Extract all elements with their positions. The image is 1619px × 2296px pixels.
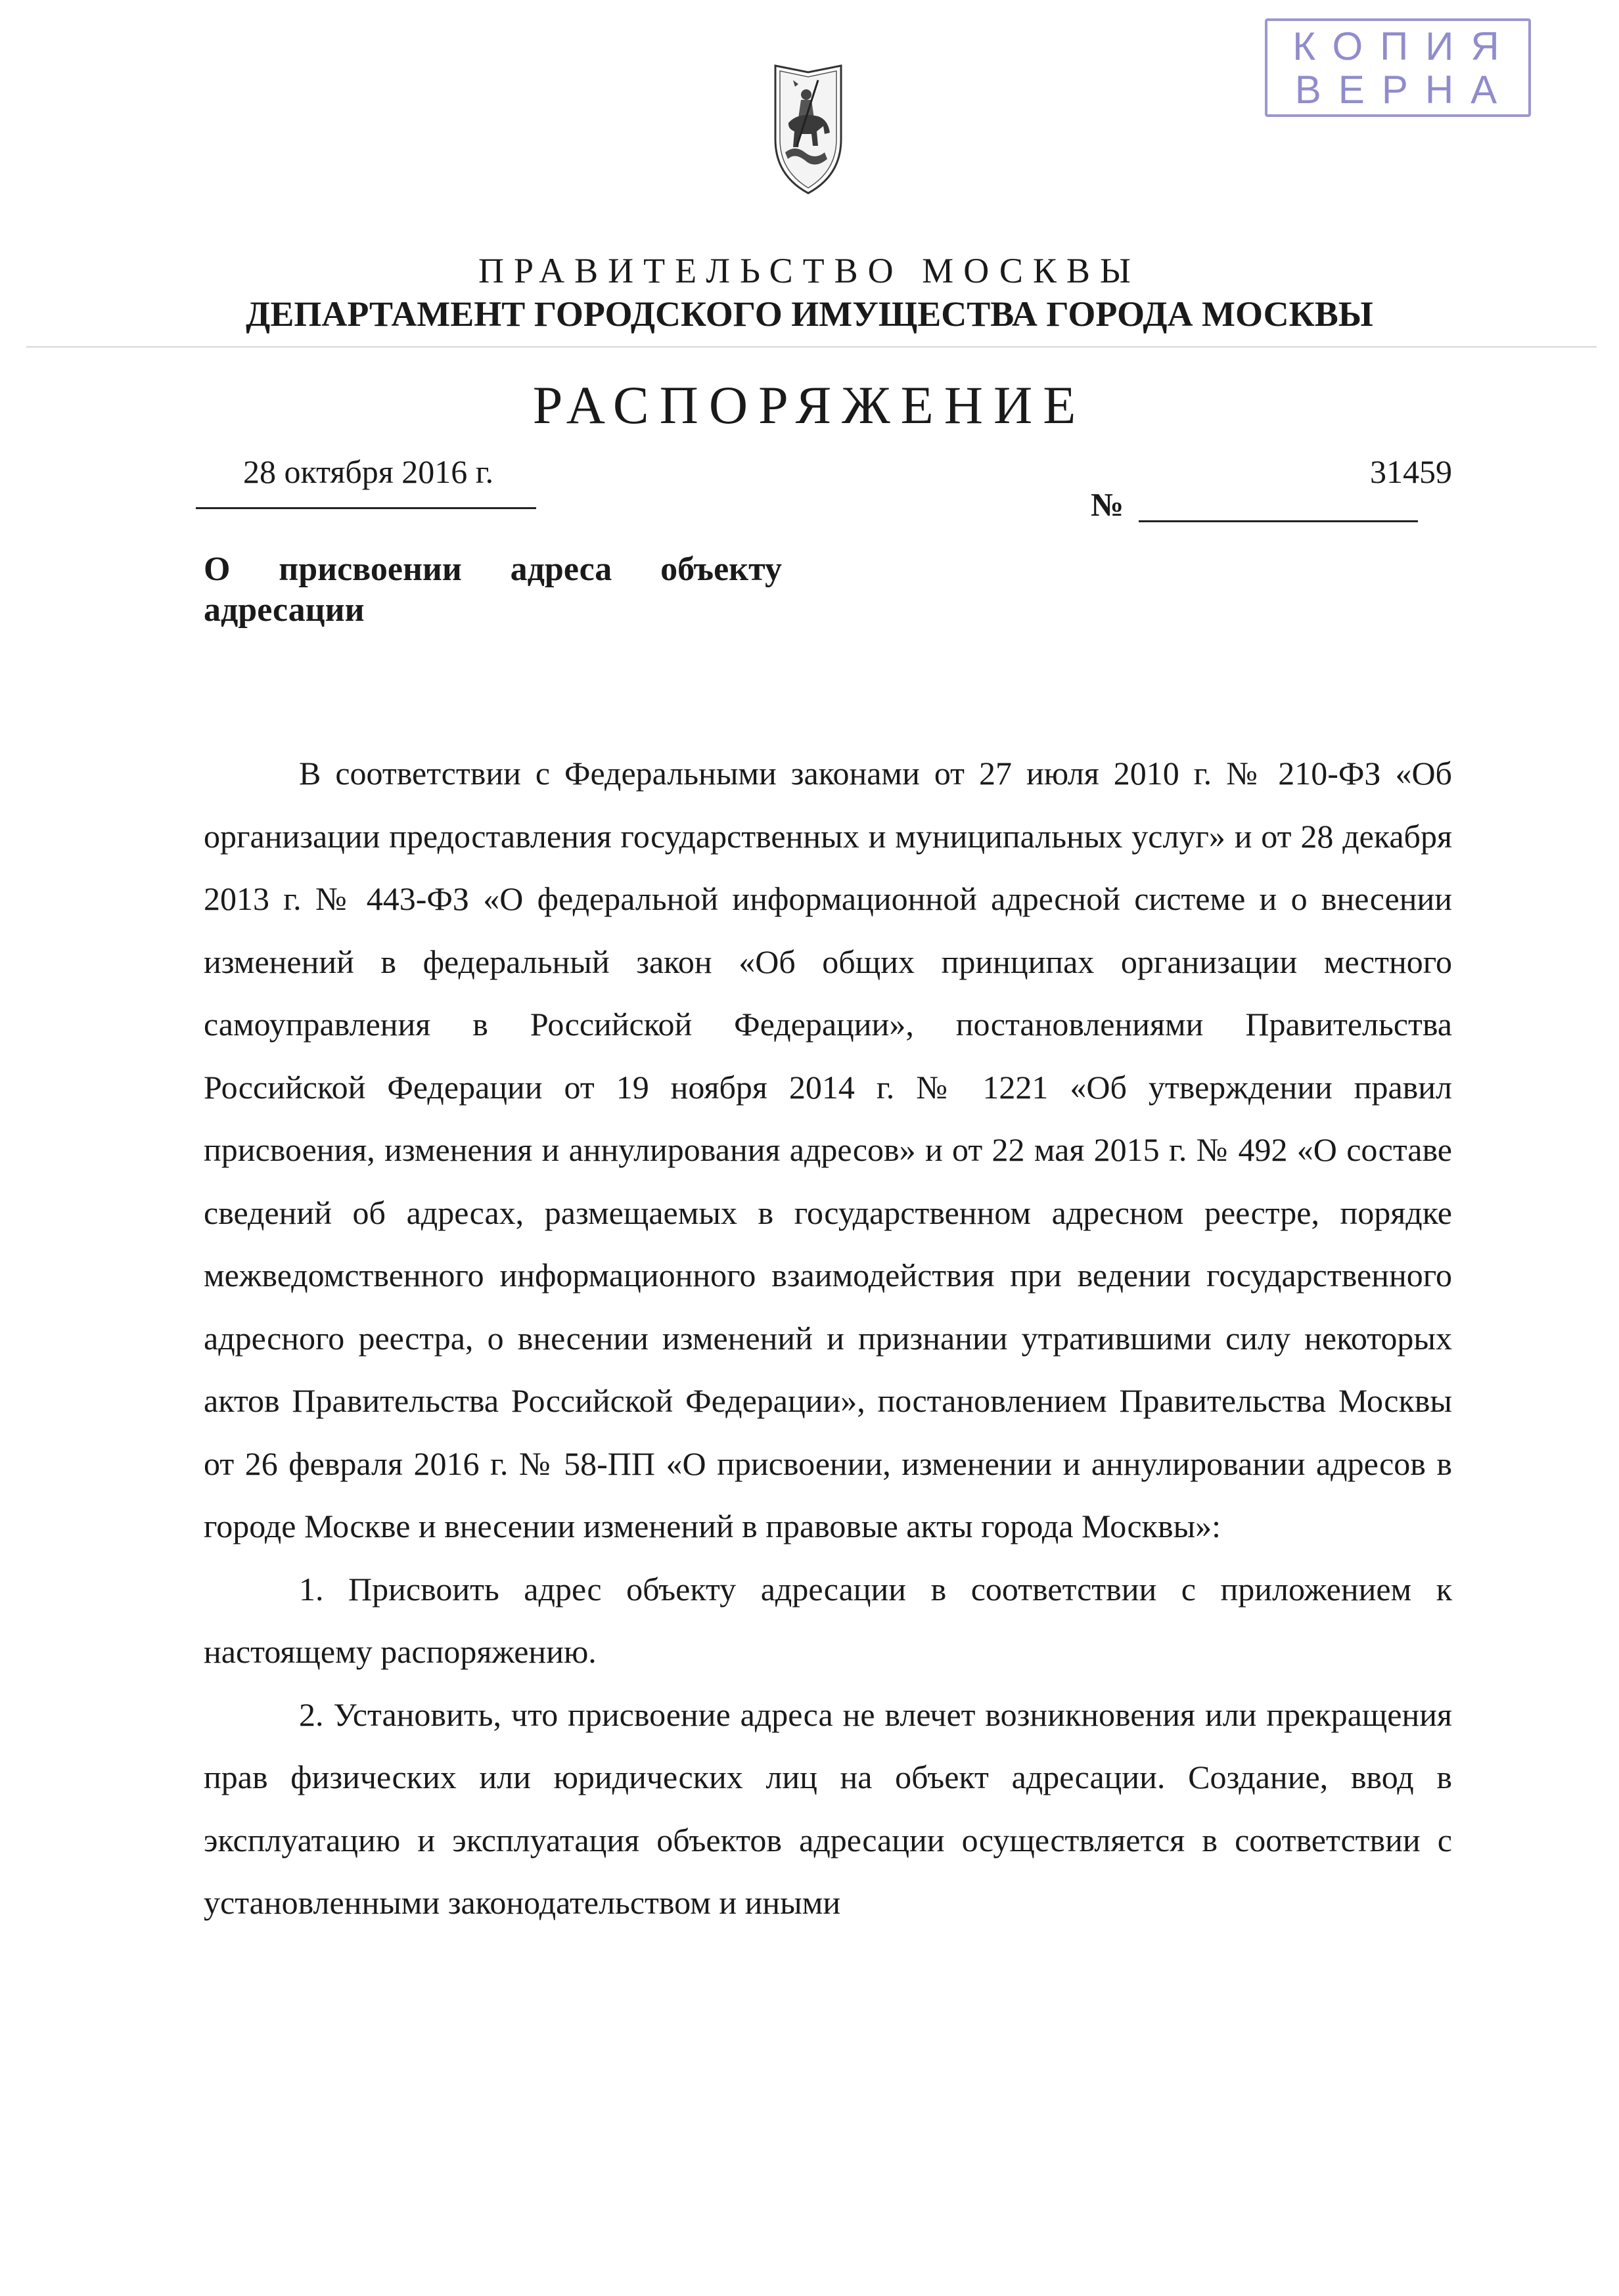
- document-date: 28 октября 2016 г.: [243, 453, 494, 490]
- number-sign: №: [1091, 486, 1124, 523]
- document-body: [204, 742, 1452, 1935]
- body-paragraph-2: 2. Установить, что присвоение адреса не влечет возникновения или прекращения прав физических или юридических лиц на объект адресации. Создание, ввод в эксплуатацию и эксплуатация объектов адресации осуществляется в соответствии с установленными законодательством и иными: [204, 1696, 1452, 1921]
- copy-certified-stamp: [1265, 18, 1531, 117]
- header-divider: [26, 346, 1597, 348]
- body-paragraph-preamble: В соответствии с Федеральными законами от 27 июля 2010 г. № 210-ФЗ «Об организации предоставления государственных и муниципальных услуг» и от 28 декабря 2013 г. № 443-ФЗ «О федеральной информационной адресной системе и о внесении изменений в федеральный закон «Об общих принципах организации местного самоуправления в Российской Федерации», постановлениями Правительства Российской Федерации от 19 ноября 2014 г. № 1221 «Об утверждении правил присвоения, изменения и аннулирования адресов» и от 22 мая 2015 г. № 492 «О составе сведений об адресах, размещаемых в государственном адресном реестре, порядке межведомственного информационного взаимодействия при ведении государственного адресного реестра, о внесении изменений и признании утратившими силу некоторых актов Правительства Российской Федерации», постановлением Правительства Москвы от 26 февраля 2016 г. № 58-ПП «О присвоении, изменении и аннулировании адресов в городе Москве и внесении изменений в правовые акты города Москвы»:: [204, 755, 1452, 1544]
- stamp-line-2: ВЕРНА: [1294, 68, 1515, 112]
- moscow-coat-of-arms-icon: [759, 60, 857, 198]
- document-number: 31459: [1370, 453, 1452, 490]
- document-subject: О присвоении адреса объекту адресации: [204, 551, 782, 629]
- number-underline: [1139, 520, 1418, 522]
- body-paragraph-1: 1. Присвоить адрес объекту адресации в соответствии с приложением к настоящему распоряжению.: [204, 1570, 1452, 1670]
- date-underline: [196, 507, 536, 509]
- department-header: ДЕПАРТАМЕНТ ГОРОДСКОГО ИМУЩЕСТВА ГОРОДА МОСКВЫ: [246, 294, 1373, 334]
- government-header: ПРАВИТЕЛЬСТВО МОСКВЫ: [478, 251, 1141, 290]
- document-type-title: РАСПОРЯЖЕНИЕ: [532, 375, 1087, 435]
- stamp-line-1: КОПИЯ: [1292, 24, 1516, 68]
